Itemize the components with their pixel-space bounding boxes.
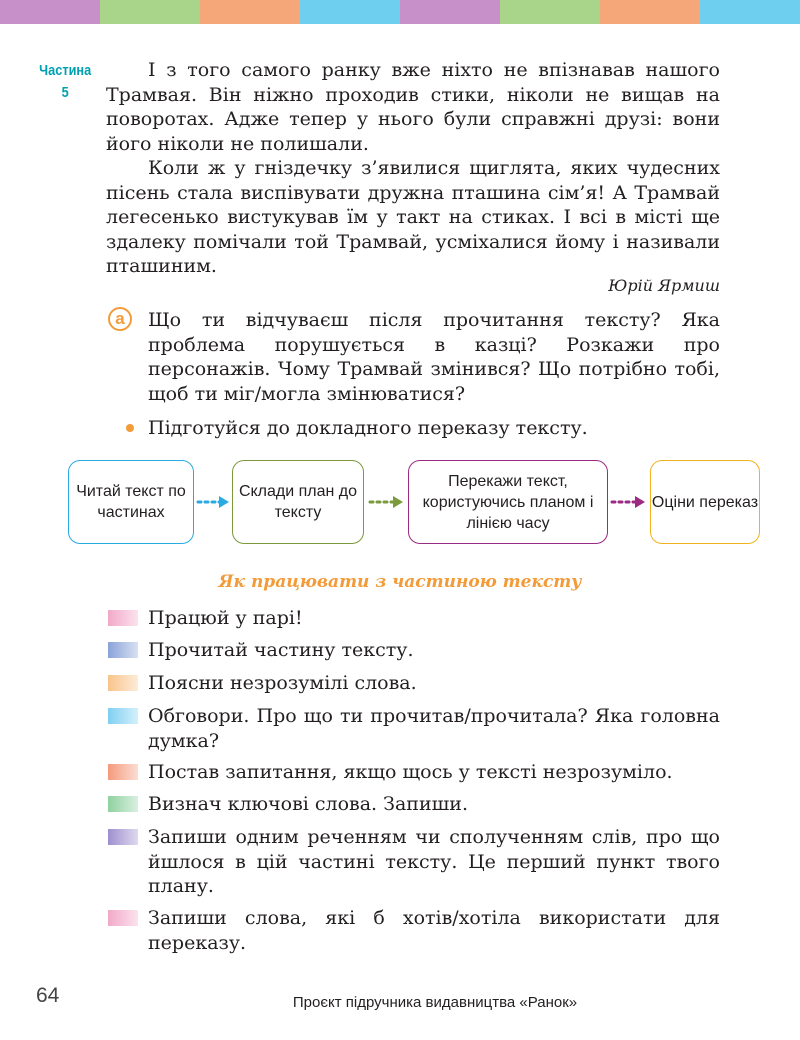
how-to-title: Як працювати з частиною тексту [218, 572, 582, 592]
list-item [108, 760, 720, 785]
story-text [106, 58, 720, 279]
arrow-right-icon [368, 492, 406, 512]
list-item-text: Поясни незрозумілі слова. [148, 672, 417, 694]
top-bar-segment [0, 0, 100, 24]
list-item-text: Постав запитання, якщо щось у тексті незрозуміло. [148, 761, 673, 783]
list-item-text: Визнач ключові слова. Запиши. [148, 793, 468, 815]
color-marker [108, 675, 138, 691]
list-item [108, 704, 720, 753]
top-bar-segment [100, 0, 200, 24]
part-label [38, 60, 92, 104]
list-item [108, 792, 720, 817]
color-marker [108, 642, 138, 658]
part-label-number: 5 [61, 84, 69, 101]
step-evaluate-retelling: Оціни переказ [650, 460, 760, 544]
list-item-text: Запиши одним реченням чи сполученням слів, про що йшлося в цій частині тексту. Це перший пункт твого плану. [148, 826, 720, 897]
list-item [108, 671, 720, 696]
arrow-right-icon [610, 492, 648, 512]
color-marker [108, 610, 138, 626]
list-item [108, 825, 720, 899]
color-marker [108, 764, 138, 780]
list-item [108, 638, 720, 663]
top-bar-segment [700, 0, 800, 24]
color-marker [108, 829, 138, 845]
task-a-icon: a [108, 307, 132, 331]
color-marker [108, 910, 138, 926]
list-item-text: Прочитай частину тексту. [148, 639, 414, 661]
list-item [108, 606, 720, 631]
task-bullet: Підготуйся до докладного переказу тексту. [148, 417, 588, 439]
task-question: Що ти відчуваєш після прочитання тексту? Яка проблема порушується в казці? Розкажи про персонажів. Чому Трамвай змінився? Що потрібно тобі, щоб ти міг/могла змінюватися? [148, 309, 720, 405]
story-paragraph-1: І з того самого ранку вже ніхто не впізнавав нашого Трамвая. Він ніжно проходив стики, ніколи не вищав на поворотах. Адже тепер у нього були справжні друзі: вони його ніколи не полишали. [106, 59, 720, 155]
list-item [108, 906, 720, 955]
arrow-right-icon [196, 492, 232, 512]
list-item-text: Запиши слова, які б хотів/хотіла використати для переказу. [148, 907, 720, 954]
page-number: 64 [36, 984, 60, 1007]
top-color-bar [0, 0, 800, 24]
color-marker [108, 796, 138, 812]
story-author: Юрій Ярмиш [608, 276, 720, 295]
color-marker [108, 708, 138, 724]
bullet-dot-icon [126, 424, 134, 432]
top-bar-segment [300, 0, 400, 24]
step-read-by-parts: Читай текст по частинах [68, 460, 194, 544]
story-paragraph-2: Коли ж у гніздечку з’явилися щиглята, яких чудесних пісень стала виспівувати дружна пташина сім’я! А Трамвай легесенько вистукував їм у такт на стиках. І всі в місті ще здалеку помічали той Трамвай, усміхалися йому і називали пташиним. [106, 157, 720, 277]
top-bar-segment [600, 0, 700, 24]
step-retell-text: Перекажи текст, користуючись планом і лінією часу [408, 460, 608, 544]
top-bar-segment [200, 0, 300, 24]
list-item-text: Працюй у парі! [148, 607, 303, 629]
top-bar-segment [500, 0, 600, 24]
step-make-plan: Склади план до тексту [232, 460, 364, 544]
list-item-text: Обговори. Про що ти прочитав/прочитала? Яка головна думка? [148, 705, 720, 752]
part-label-word: Частина [39, 62, 92, 79]
footer-text: Проєкт підручника видавництва «Ранок» [292, 994, 578, 1011]
top-bar-segment [400, 0, 500, 24]
